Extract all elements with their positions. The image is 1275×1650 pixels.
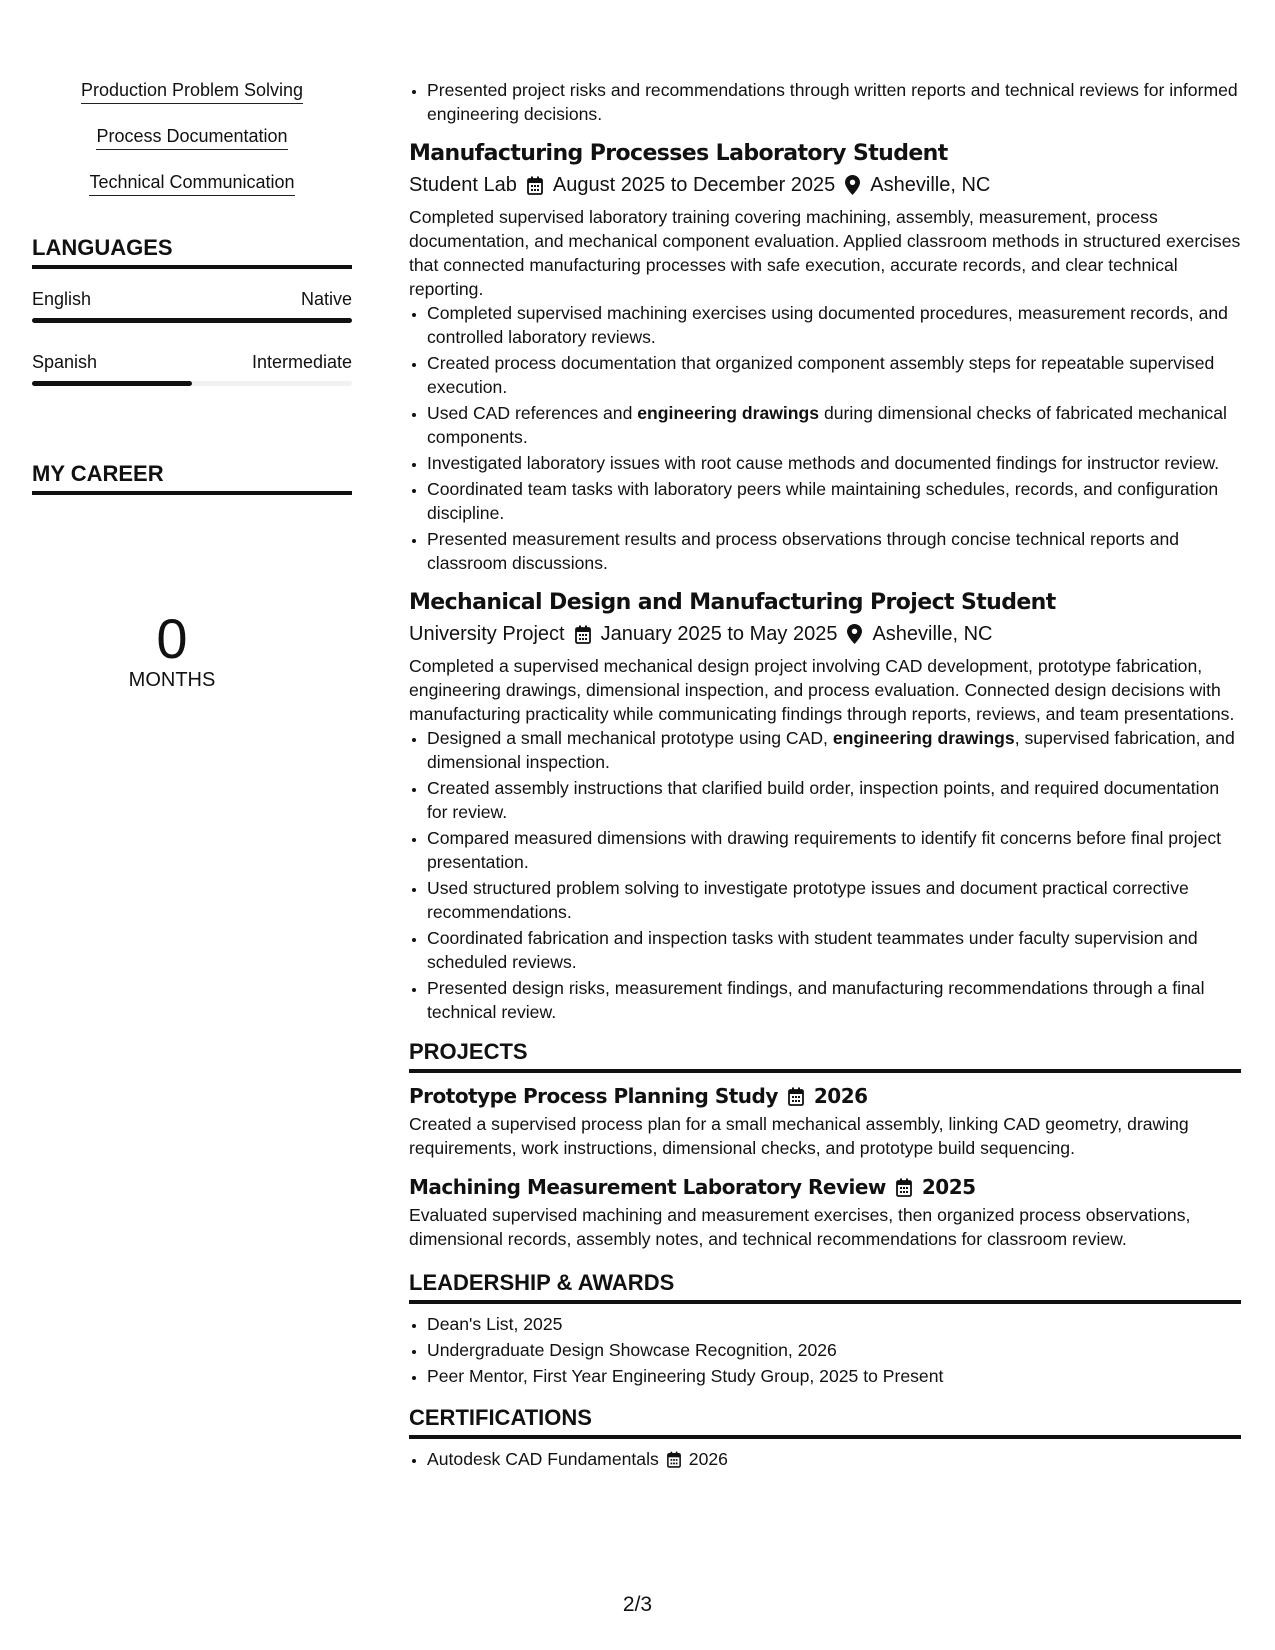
- keyword-highlight: engineering drawings: [637, 403, 820, 423]
- awards-list: [409, 1312, 1241, 1388]
- job-meta: [409, 171, 1241, 199]
- skill-label: Process Documentation: [96, 126, 287, 150]
- language-bar-fill: [32, 318, 352, 323]
- certification-name: • Autodesk CAD Fundamentals: [427, 1449, 659, 1469]
- project-entry: [409, 1174, 1241, 1251]
- project-description: Created a supervised process plan for a small mechanical assembly, linking CAD geometry, drawing requirements, work instructions, dimensional checks, and prototype build sequencing.: [409, 1114, 1189, 1158]
- job-title: Mechanical Design and Manufacturing Project Student: [409, 590, 1056, 615]
- keyword-highlight: engineering drawings: [832, 728, 1015, 748]
- experience-entry: [409, 589, 1241, 1024]
- award-item: • Undergraduate Design Showcase Recognition, 2026: [427, 1338, 1241, 1362]
- map-pin-icon: [845, 175, 860, 195]
- bullet-item: • Designed a small mechanical prototype using CAD, engineering drawings, supervised fabrication, and dimensional inspection.: [427, 726, 1241, 774]
- language-bar-fill: [32, 381, 192, 386]
- calendar-icon: [667, 1451, 681, 1468]
- project-description: Evaluated supervised machining and measurement exercises, then organized process observations, dimensional records, assembly notes, and technical recommendations for classroom review.: [409, 1205, 1191, 1249]
- bullet-item: • Coordinated fabrication and inspection tasks with student teammates under faculty supervision and scheduled reviews.: [427, 926, 1241, 974]
- career-unit: MONTHS: [128, 669, 216, 691]
- career-heading: MY CAREER: [32, 460, 352, 495]
- calendar-icon: [788, 1087, 804, 1106]
- page-number: 2/3: [622, 1593, 653, 1616]
- language-bar: [32, 318, 352, 323]
- language-name: English: [32, 289, 92, 309]
- career-value: 0: [156, 607, 188, 670]
- bullet-item: • Presented project risks and recommendations through written reports and technical reviews for informed engineering decisions.: [427, 78, 1241, 126]
- career-counter: [32, 607, 312, 692]
- language-english: [32, 288, 352, 323]
- skill-item: [32, 80, 352, 104]
- bullet-item: • Presented design risks, measurement findings, and manufacturing recommendations through a final technical review.: [427, 976, 1241, 1024]
- bullet-item: • Coordinated team tasks with laboratory peers while maintaining schedules, records, and configuration discipline.: [427, 477, 1241, 525]
- calendar-icon: [527, 176, 543, 195]
- projects-heading: PROJECTS: [409, 1038, 1241, 1073]
- language-bar: [32, 381, 352, 386]
- project-title: Machining Measurement Laboratory Review: [409, 1175, 886, 1199]
- job-summary: Completed a supervised mechanical design project involving CAD development, prototype fabrication, engineering drawings, dimensional inspection, and process evaluation. Connected design decisions with manufacturing practicality while communicating findings through reports, reviews, and team presentations.: [409, 656, 1235, 724]
- project-year: 2025: [921, 1175, 976, 1199]
- certifications-heading: CERTIFICATIONS: [409, 1404, 1241, 1439]
- certifications-list: [409, 1447, 1241, 1471]
- job-dates: January 2025 to May 2025: [600, 623, 838, 645]
- skill-label: Production Problem Solving: [81, 80, 303, 104]
- language-level: Native: [300, 289, 352, 309]
- map-pin-icon: [847, 624, 862, 644]
- language-level: Intermediate: [251, 352, 352, 372]
- project-title: Prototype Process Planning Study: [409, 1084, 778, 1108]
- main-content: [409, 78, 1241, 1473]
- skill-label: Technical Communication: [89, 172, 294, 196]
- language-spanish: [32, 351, 352, 386]
- bullet-item: • Compared measured dimensions with drawing requirements to identify fit concerns before final project presentation.: [427, 826, 1241, 874]
- language-name: Spanish: [32, 352, 98, 372]
- job-bullets: [409, 726, 1241, 1024]
- job-location: Asheville, NC: [872, 623, 993, 645]
- skill-item: [32, 126, 352, 150]
- job-org: Student Lab: [409, 174, 517, 196]
- certification-year: 2026: [688, 1449, 728, 1469]
- skill-item: [32, 172, 352, 196]
- bullet-item: • Presented measurement results and process observations through concise technical reports and classroom discussions.: [427, 527, 1241, 575]
- sidebar: [32, 80, 352, 692]
- job-location: Asheville, NC: [870, 174, 991, 196]
- certification-item: [427, 1447, 1241, 1471]
- calendar-icon: [575, 625, 591, 644]
- experience-entry: [409, 140, 1241, 575]
- bullet-item: • Completed supervised machining exercises using documented procedures, measurement records, and controlled laboratory reviews.: [427, 301, 1241, 349]
- awards-heading: LEADERSHIP & AWARDS: [409, 1269, 1241, 1304]
- project-entry: [409, 1083, 1241, 1160]
- calendar-icon: [896, 1178, 912, 1197]
- award-item: • Dean's List, 2025: [427, 1312, 1241, 1336]
- bullet-item: • Created assembly instructions that clarified build order, inspection points, and required documentation for review.: [427, 776, 1241, 824]
- job-bullets: [409, 301, 1241, 575]
- languages-heading: LANGUAGES: [32, 234, 352, 269]
- job-org: University Project: [409, 623, 565, 645]
- job-title: Manufacturing Processes Laboratory Student: [409, 141, 948, 166]
- bullet-item: • Used CAD references and engineering drawings during dimensional checks of fabricated mechanical components.: [427, 401, 1241, 449]
- project-year: 2026: [813, 1084, 868, 1108]
- previous-job-bullets: [409, 78, 1241, 126]
- bullet-item: • Used structured problem solving to investigate prototype issues and document practical corrective recommendations.: [427, 876, 1241, 924]
- job-dates: August 2025 to December 2025: [552, 174, 836, 196]
- job-summary: Completed supervised laboratory training covering machining, assembly, measurement, process documentation, and mechanical component evaluation. Applied classroom methods in structured exercises that connected manufacturing processes with safe execution, accurate records, and clear technical reporting.: [409, 207, 1241, 299]
- bullet-item: • Created process documentation that organized component assembly steps for repeatable supervised execution.: [427, 351, 1241, 399]
- job-meta: [409, 620, 1241, 648]
- award-item: • Peer Mentor, First Year Engineering Study Group, 2025 to Present: [427, 1364, 1241, 1388]
- bullet-item: • Investigated laboratory issues with root cause methods and documented findings for instructor review.: [427, 451, 1241, 475]
